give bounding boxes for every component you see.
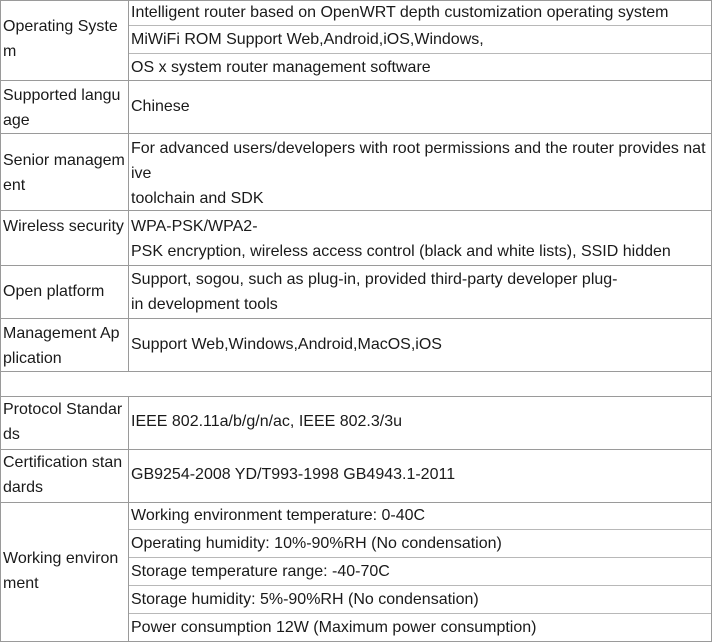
row-label-cell	[1, 265, 128, 318]
table-row	[0, 502, 712, 641]
divider	[0, 318, 712, 319]
row-label: Operating System	[3, 18, 118, 60]
table-row	[0, 0, 712, 80]
divider	[129, 557, 711, 558]
divider	[128, 0, 129, 371]
row-value-line: OS x system router management software	[131, 59, 431, 76]
row-value-line: Chinese	[131, 98, 190, 115]
divider	[0, 449, 712, 450]
row-value-line: GB9254-2008 YD/T993-1998 GB4943.1-2011	[131, 466, 456, 483]
row-value-cell	[129, 80, 711, 133]
row-value-cell	[129, 396, 711, 449]
row-value-cell	[129, 449, 711, 502]
divider	[0, 396, 712, 397]
row-value-cell	[129, 133, 711, 210]
table-row	[0, 80, 712, 133]
row-value-text: in development tools	[131, 296, 278, 313]
row-value-text: For advanced users/developers with root permissions and the router provides native	[131, 140, 706, 182]
divider	[129, 613, 711, 614]
row-label: Open platform	[3, 283, 105, 300]
row-value-line: MiWiFi ROM Support Web,Android,iOS,Windows,	[131, 31, 484, 48]
row-value-line: Power consumption 12W (Maximum power consumption)	[131, 619, 537, 636]
divider	[0, 210, 712, 211]
table-row	[0, 449, 712, 502]
table-row	[0, 318, 712, 371]
row-value-cell	[129, 265, 711, 318]
row-value-cell	[129, 210, 711, 265]
row-value-line: IEEE 802.11a/b/g/n/ac, IEEE 802.3/3u	[131, 413, 403, 430]
row-value-line: Storage humidity: 5%-90%RH (No condensation)	[131, 591, 479, 608]
divider	[0, 133, 712, 134]
row-label: Supported language	[3, 87, 121, 129]
divider	[0, 502, 712, 503]
table-row	[0, 265, 712, 318]
row-value-cell	[129, 502, 711, 641]
divider	[0, 641, 712, 642]
row-value-cell	[129, 318, 711, 371]
divider	[0, 0, 1, 642]
row-label-cell	[1, 210, 128, 265]
table-row	[0, 133, 712, 210]
divider	[129, 53, 711, 54]
divider	[0, 80, 712, 81]
divider	[0, 265, 712, 266]
row-value-text: PSK encryption, wireless access control (black and white lists), SSID hidden	[131, 243, 671, 260]
row-label-cell	[1, 133, 128, 210]
row-value-line: Working environment temperature: 0-40C	[131, 507, 426, 524]
row-label-cell	[1, 502, 128, 641]
divider	[129, 529, 711, 530]
row-label-cell	[1, 318, 128, 371]
row-value-text: Support, sogou, such as plug-in, provided third-party developer plug-	[131, 271, 618, 288]
row-label-cell	[1, 80, 128, 133]
row-label: Management Application	[3, 325, 120, 367]
row-label: Senior management	[3, 152, 125, 194]
row-value-text: toolchain and SDK	[131, 190, 264, 207]
row-label-cell	[1, 449, 128, 502]
row-value-line: Storage temperature range: -40-70C	[131, 563, 390, 580]
row-label: Protocol Standards	[3, 401, 123, 443]
row-label: Certification standards	[3, 454, 123, 496]
divider	[128, 396, 129, 642]
row-value-line: Intelligent router based on OpenWRT depth customization operating system	[131, 4, 669, 21]
divider	[0, 0, 712, 1]
divider	[129, 25, 711, 26]
divider	[0, 371, 712, 372]
row-value-cell	[129, 0, 711, 80]
row-label-cell	[1, 396, 128, 449]
row-label: Wireless security	[3, 218, 124, 235]
row-label: Working environment	[3, 550, 119, 592]
row-label-cell	[1, 0, 128, 80]
row-value-text: WPA-PSK/WPA2-	[131, 218, 258, 235]
empty-row	[0, 371, 712, 396]
divider	[129, 585, 711, 586]
table-row	[0, 210, 712, 265]
row-value-line: Support Web,Windows,Android,MacOS,iOS	[131, 336, 442, 353]
table-row	[0, 396, 712, 449]
row-value-line: Operating humidity: 10%-90%RH (No condensation)	[131, 535, 502, 552]
